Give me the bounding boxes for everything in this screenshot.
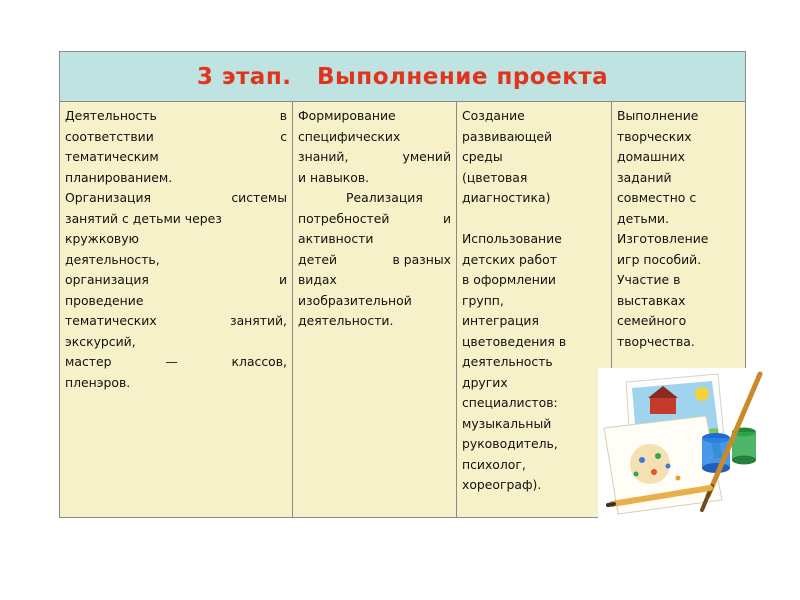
cell-line: тематическим [65,149,159,164]
cell-line: домашних [617,149,685,164]
cell-line: других [462,374,508,390]
column-activity [60,102,292,517]
cell-line: изобразительной [298,292,412,308]
page-title: 3 этап. Выполнение проекта [196,63,609,90]
cell-line: активности [298,231,374,246]
cell-line: специалистов: [462,395,558,410]
cell-line: тематических занятий, [65,313,287,328]
table-header [60,52,745,102]
cell-line: проведение [65,292,144,308]
cell-line: Использование [462,231,562,246]
cell-line: диагностика) [462,190,551,205]
cell-line: игр пособий. [617,251,702,267]
cell-line: выставках [617,292,686,308]
cell-line: пленэров. [65,374,131,390]
cell-line: деятельность [462,354,553,369]
cell-line: семейного [617,313,687,328]
cell-line: Организация системы [65,190,287,205]
cell-line: детей в разных [298,251,451,267]
cell-line: групп, [462,292,504,308]
cell-line: (цветовая [462,169,528,185]
paragraph-gap [462,209,606,230]
cell-line: потребностей и [298,210,451,226]
cell-line: соответствии с [65,128,287,144]
cell-line: цветоведения в [462,333,567,349]
cell-line: Изготовление [617,231,709,246]
cell-line: детьми. [617,210,670,226]
cell-line: среды [462,149,503,164]
cell-line: развивающей [462,128,553,144]
cell-line: совместно с [617,190,697,205]
cell-line: и навыков. [298,169,370,185]
cell-line: детских работ [462,251,557,267]
cell-line: психолог, [462,456,526,472]
cell-line: деятельности. [298,313,394,328]
cell-line: мастер — классов, [65,354,287,369]
cell-line: творчества. [617,333,695,349]
cell-line: Создание [462,108,525,123]
cell-line: музыкальный [462,415,552,431]
cell-line: видах [298,272,337,287]
cell-line: Выполнение [617,108,699,123]
cell-line: специфических [298,128,401,144]
column-environment [456,102,611,517]
cell-line: кружковую [65,231,139,246]
cell-line: в оформлении [462,272,556,287]
cell-line: Деятельность в [65,108,287,123]
cell-line: Участие в [617,272,681,287]
cell-line: знаний, умений [298,149,451,164]
cell-line: руководитель, [462,436,558,451]
cell-line: творческих [617,128,692,144]
cell-line: Реализация [346,190,423,205]
cell-line: хореограф). [462,477,542,492]
cell-line: занятий с детьми через [65,210,222,226]
cell-line: экскурсий, [65,333,136,349]
cell-line: заданий [617,169,672,185]
cell-line: планированием. [65,169,173,185]
column-formation [292,102,456,517]
cell-line: интеграция [462,313,539,328]
cell-line: организация и [65,272,287,287]
cell-line: деятельность, [65,251,160,267]
painting-supplies-icon [598,368,768,518]
cell-line: Формирование [298,108,396,123]
